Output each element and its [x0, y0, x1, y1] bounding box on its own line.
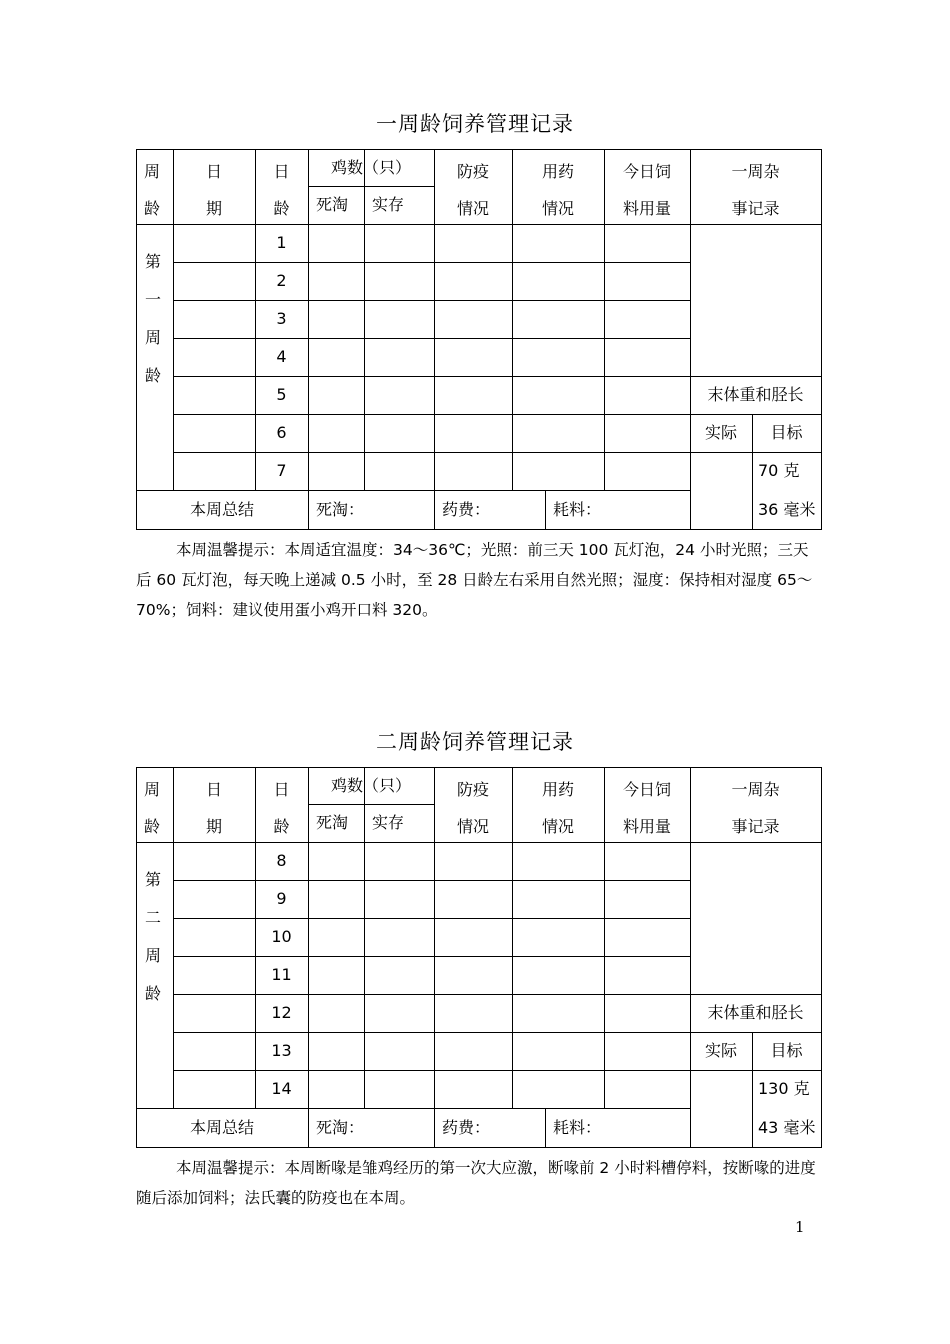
- end-weight-label: 末体重和胫长: [707, 385, 804, 404]
- week-label-char: 一: [144, 290, 161, 309]
- table-rule: [173, 842, 174, 1109]
- table-rule: [690, 994, 822, 995]
- table-rule: [604, 224, 605, 491]
- header-feed: 今日饲: [622, 162, 671, 181]
- table-rule: [136, 529, 822, 530]
- header-notes: 事记录: [731, 817, 780, 836]
- table-rule: [136, 149, 822, 150]
- table-rule: [173, 1070, 691, 1071]
- table-rule: [690, 414, 822, 415]
- table-rule: [690, 376, 822, 377]
- table-rule: [173, 338, 691, 339]
- summary-dead-label: 死淘：: [316, 500, 365, 519]
- day-age-value: 1: [276, 233, 287, 252]
- summary-label: 本周总结: [189, 1118, 254, 1137]
- header-week-age: 龄: [144, 199, 161, 218]
- header-vaccine: 情况: [456, 199, 489, 218]
- header-feed: 今日饲: [622, 780, 671, 799]
- table-rule: [308, 842, 309, 1109]
- table-rule: [173, 918, 691, 919]
- header-alive: 实存: [372, 195, 405, 214]
- header-medicine: 用药: [541, 780, 574, 799]
- header-medicine: 用药: [541, 162, 574, 181]
- table-rule: [173, 376, 691, 377]
- day-age-value: 6: [276, 423, 287, 442]
- day-age-value: 7: [276, 461, 287, 480]
- table-rule: [173, 224, 174, 491]
- header-vaccine: 防疫: [456, 162, 489, 181]
- table-rule: [604, 842, 605, 1109]
- header-medicine: 情况: [541, 199, 574, 218]
- header-notes: 一周杂: [731, 162, 780, 181]
- table-rule: [364, 842, 365, 1109]
- table-rule: [173, 300, 691, 301]
- day-age-value: 9: [276, 889, 287, 908]
- table-title: 二周龄饲养管理记录: [376, 730, 574, 754]
- summary-feed-used-label: 耗料：: [553, 1118, 602, 1137]
- target-length: 43 毫米: [758, 1118, 816, 1137]
- page-number: 1: [795, 1218, 805, 1236]
- day-age-value: 4: [276, 347, 287, 366]
- header-week-age: 龄: [144, 817, 161, 836]
- week-label-char: 第: [144, 870, 161, 889]
- day-age-value: 2: [276, 271, 287, 290]
- table-rule: [512, 224, 513, 491]
- summary-feed-used-label: 耗料：: [553, 500, 602, 519]
- header-feed: 料用量: [622, 199, 671, 218]
- table-rule: [173, 994, 691, 995]
- day-age-value: 10: [271, 927, 292, 946]
- end-weight-label: 末体重和胫长: [707, 1003, 804, 1022]
- table-rule: [512, 842, 513, 1109]
- week-label-char: 龄: [144, 366, 161, 385]
- day-age-value: 14: [271, 1079, 292, 1098]
- day-age-value: 5: [276, 385, 287, 404]
- tip-paragraph: 本周温馨提示：本周适宜温度：34～36℃；光照：前三天 100 瓦灯泡，24 小时光照；三天后 60 瓦灯泡，每天晚上递减 0.5 小时，至 28 日龄左右采用自然光照；湿度：保持相对湿度 65～70%；饲料：建议使用蛋小鸡开口料 320。: [136, 541, 813, 619]
- table-rule: [364, 224, 365, 491]
- header-vaccine: 情况: [456, 817, 489, 836]
- summary-medicine-cost-label: 药费：: [442, 500, 491, 519]
- table-rule: [308, 186, 435, 187]
- week-label-char: 第: [144, 252, 161, 271]
- header-dead: 死淘: [316, 813, 349, 832]
- table-rule: [173, 452, 691, 453]
- table-rule: [136, 224, 822, 225]
- header-date: 期: [205, 817, 222, 836]
- table-rule: [173, 414, 691, 415]
- table-rule: [434, 224, 435, 491]
- week-label-char: 周: [144, 328, 161, 347]
- table-rule: [173, 262, 691, 263]
- table-rule: [173, 956, 691, 957]
- target-weight: 70 克: [758, 461, 800, 480]
- table-rule: [136, 490, 691, 491]
- header-day-age: 日: [273, 162, 290, 181]
- table-rule: [136, 1108, 691, 1109]
- table-rule: [690, 842, 691, 1109]
- day-age-value: 11: [271, 965, 292, 984]
- header-date: 日: [205, 162, 222, 181]
- table-rule: [308, 804, 435, 805]
- actual-label: 实际: [704, 423, 737, 442]
- table-rule: [308, 224, 309, 491]
- header-week-age: 周: [144, 162, 161, 181]
- table-rule: [136, 767, 822, 768]
- actual-label: 实际: [704, 1041, 737, 1060]
- table-rule: [690, 1070, 822, 1071]
- header-chicken-count: 鸡数（只）: [330, 776, 411, 795]
- target-label: 目标: [770, 1041, 803, 1060]
- header-notes: 一周杂: [731, 780, 780, 799]
- table-rule: [136, 842, 822, 843]
- summary-dead-label: 死淘：: [316, 1118, 365, 1137]
- header-medicine: 情况: [541, 817, 574, 836]
- header-date: 日: [205, 780, 222, 799]
- header-notes: 事记录: [731, 199, 780, 218]
- table-rule: [690, 1032, 822, 1033]
- table-rule: [690, 452, 822, 453]
- header-feed: 料用量: [622, 817, 671, 836]
- target-label: 目标: [770, 423, 803, 442]
- summary-label: 本周总结: [189, 500, 254, 519]
- header-vaccine: 防疫: [456, 780, 489, 799]
- table-rule: [434, 842, 435, 1109]
- table-rule: [690, 224, 691, 491]
- table-title: 一周龄饲养管理记录: [376, 112, 574, 136]
- day-age-value: 12: [271, 1003, 292, 1022]
- header-dead: 死淘: [316, 195, 349, 214]
- summary-medicine-cost-label: 药费：: [442, 1118, 491, 1137]
- week-label-char: 龄: [144, 984, 161, 1003]
- tip-paragraph: 本周温馨提示：本周断喙是雏鸡经历的第一次大应激，断喙前 2 小时料槽停料，按断喙的进度随后添加饲料；法氏囊的防疫也在本周。: [136, 1159, 816, 1207]
- header-week-age: 周: [144, 780, 161, 799]
- target-length: 36 毫米: [758, 500, 816, 519]
- header-chicken-count: 鸡数（只）: [330, 158, 411, 177]
- header-day-age: 龄: [273, 199, 290, 218]
- table-rule: [173, 880, 691, 881]
- day-age-value: 3: [276, 309, 287, 328]
- table-rule: [173, 1032, 691, 1033]
- week-label-char: 周: [144, 946, 161, 965]
- day-age-value: 13: [271, 1041, 292, 1060]
- table-rule: [136, 1147, 822, 1148]
- header-day-age: 龄: [273, 817, 290, 836]
- week-label-char: 二: [144, 908, 161, 927]
- header-date: 期: [205, 199, 222, 218]
- header-alive: 实存: [372, 813, 405, 832]
- header-day-age: 日: [273, 780, 290, 799]
- target-weight: 130 克: [758, 1079, 810, 1098]
- record-table: [0, 149, 950, 549]
- day-age-value: 8: [276, 851, 287, 870]
- record-table: [0, 767, 950, 1167]
